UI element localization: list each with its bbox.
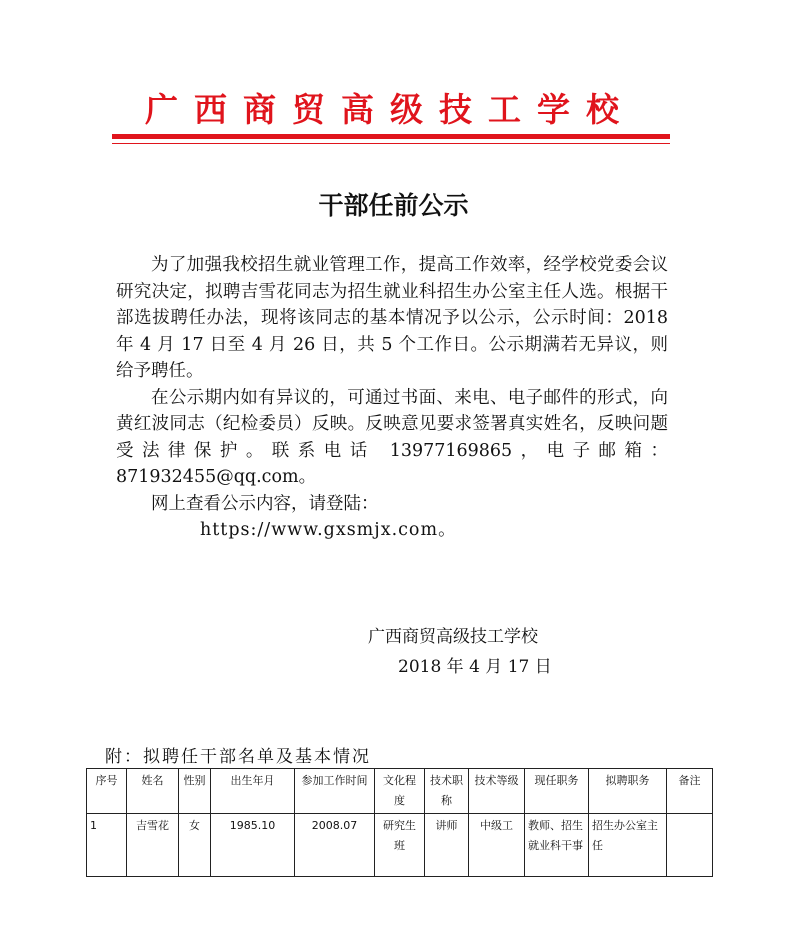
table-cell-work-start: 2008.07 <box>295 814 375 877</box>
header-red-rule-thick <box>112 134 670 139</box>
column-header: 备注 <box>667 769 713 814</box>
table-cell-current-post: 教师、招生就业科干事 <box>525 814 589 877</box>
notice-paragraph-objection: 在公示期内如有异议的，可通过书面、来电、电子邮件的形式，向黄红波同志（纪检委员）反映。反映意见要求签署真实姓名，反映问题受法律保护。联系电话 13977169865，电子邮箱：871932455@qq.com。 <box>116 387 668 487</box>
school-name-header: 广西商贸高级技工学校 <box>145 90 635 129</box>
notice-paragraph-appointment: 为了加强我校招生就业管理工作，提高工作效率，经学校党委会议研究决定，拟聘吉雪花同志为招生就业科招生办公室主任人选。根据干部选拔聘任办法，现将该同志的基本情况予以公示，公示时间：2018 年 4 月 17 日至 4 月 26 日，共 5 个工作日。公示期满若无异议，则给予聘任。 <box>116 255 668 381</box>
attachment-title: 附：拟聘任干部名单及基本情况 <box>105 747 371 767</box>
column-header: 文化程度 <box>375 769 425 814</box>
table-cell-gender: 女 <box>179 814 211 877</box>
header-red-rule-thin <box>112 143 670 144</box>
table-cell-proposed-post: 招生办公室主任 <box>589 814 667 877</box>
table-cell-remarks <box>667 814 713 877</box>
column-header: 性别 <box>179 769 211 814</box>
table-row <box>87 814 713 877</box>
table-cell-birth: 1985.10 <box>211 814 295 877</box>
column-header: 现任职务 <box>525 769 589 814</box>
signature-date: 2018 年 4 月 17 日 <box>398 657 552 677</box>
notice-title: 干部任前公示 <box>318 191 469 220</box>
notice-paragraph-online: 网上查看公示内容，请登陆： <box>151 493 379 514</box>
signature-block <box>368 622 552 682</box>
column-header: 序号 <box>87 769 127 814</box>
column-header: 姓名 <box>127 769 179 814</box>
table-header-row <box>87 769 713 814</box>
notice-body <box>116 252 668 544</box>
table-cell-education: 研究生班 <box>375 814 425 877</box>
signature-org: 广西商贸高级技工学校 <box>368 627 538 647</box>
column-header: 出生年月 <box>211 769 295 814</box>
table-cell-title: 讲师 <box>425 814 469 877</box>
candidate-info-table <box>86 768 713 877</box>
website-link[interactable]: https://www.gxsmjx.com。 <box>200 520 457 540</box>
table-cell-index: 1 <box>87 814 127 877</box>
column-header: 技术等级 <box>469 769 525 814</box>
column-header: 拟聘职务 <box>589 769 667 814</box>
table-cell-name: 吉雪花 <box>127 814 179 877</box>
column-header: 技术职称 <box>425 769 469 814</box>
column-header: 参加工作时间 <box>295 769 375 814</box>
table-cell-grade: 中级工 <box>469 814 525 877</box>
